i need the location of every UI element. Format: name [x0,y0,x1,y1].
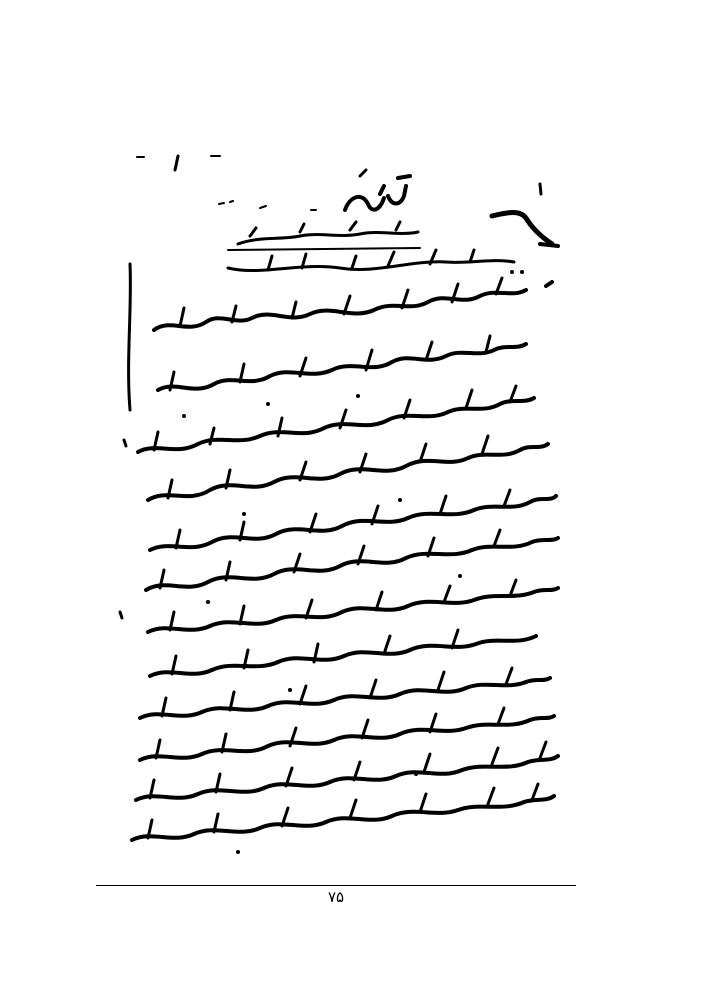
manuscript-body [132,278,558,854]
left-margin-line [129,264,131,410]
margin-marks [120,440,126,618]
margin-flourish [492,184,558,246]
address-line [228,222,524,274]
page-number: ۷۵ [327,888,345,906]
footer-rule [96,885,576,886]
scan-specks [137,156,316,210]
manuscript-heading [345,170,410,210]
